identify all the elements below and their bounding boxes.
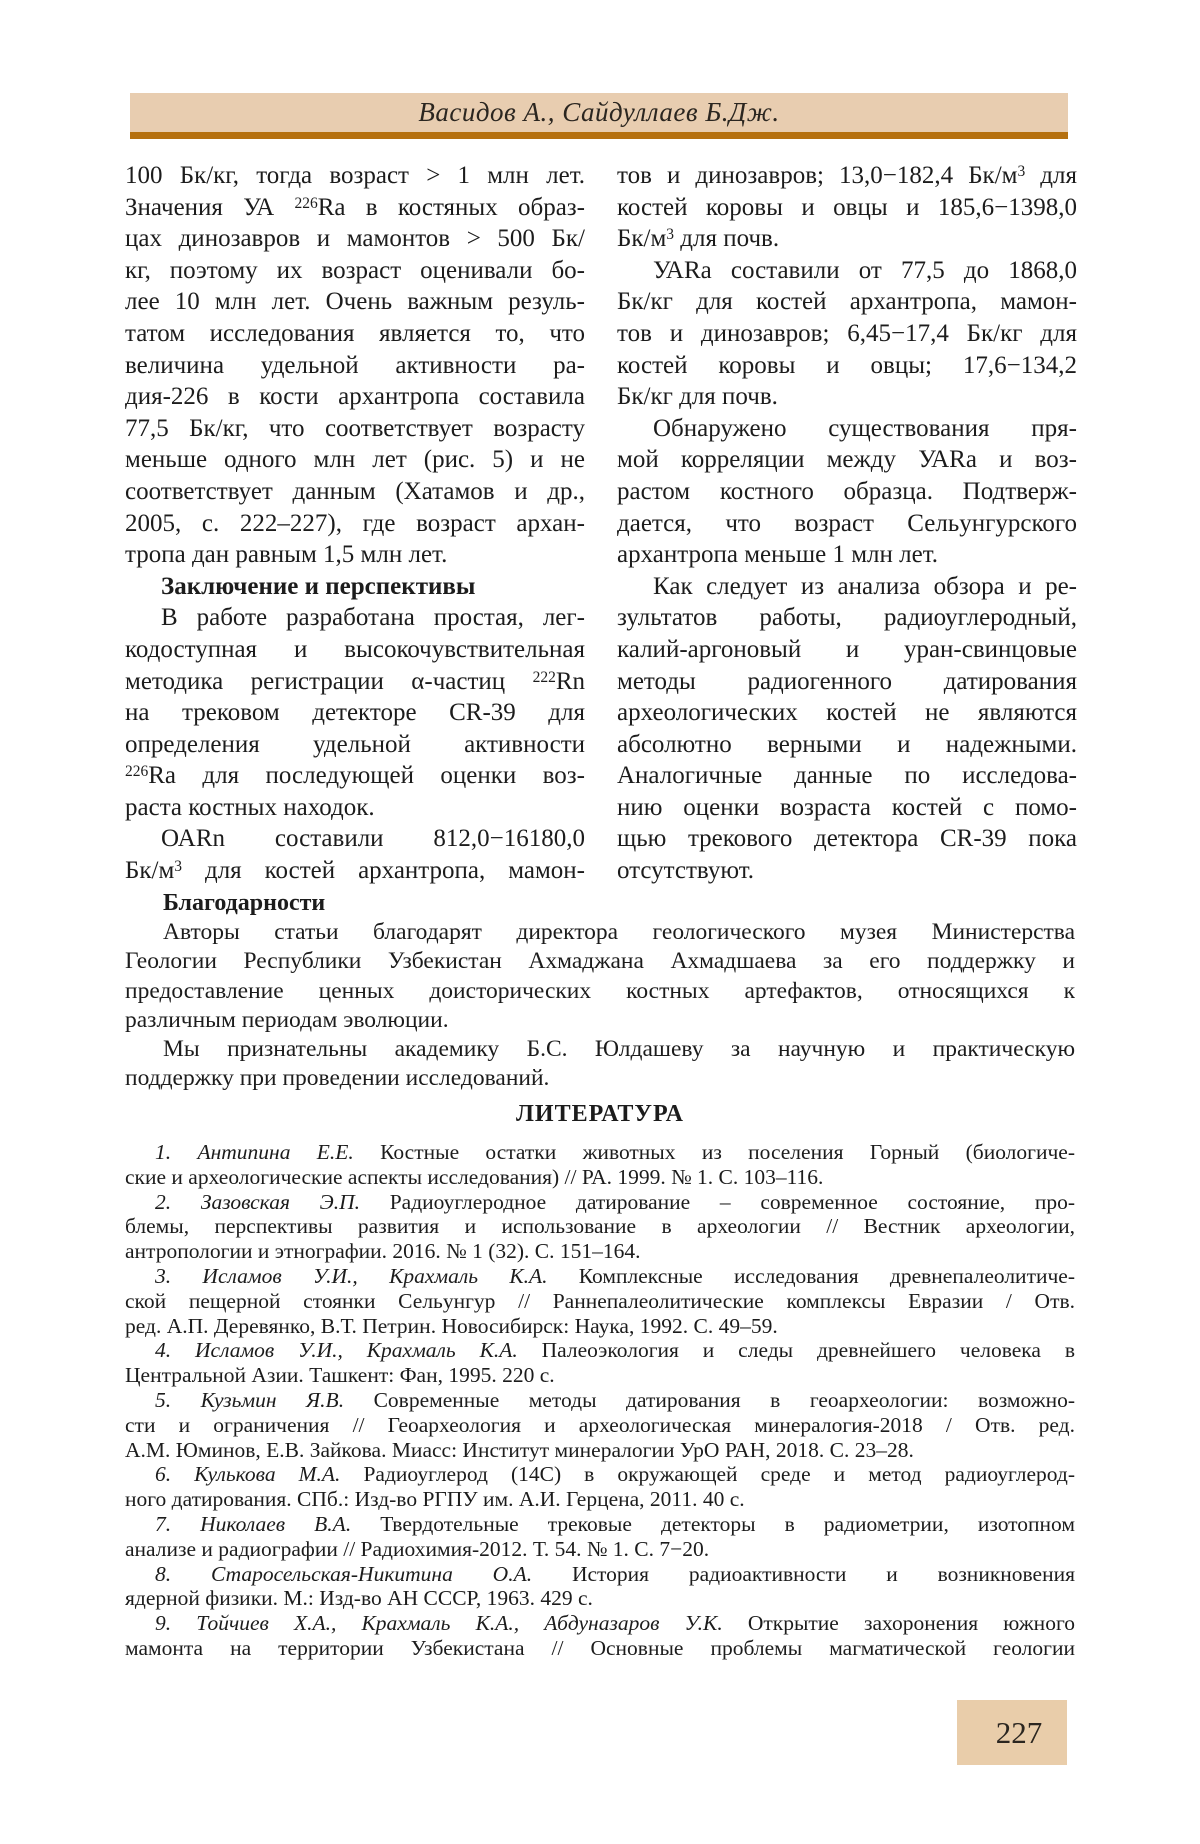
acknowledgments-section <box>125 888 1075 1094</box>
right-column <box>617 160 1077 887</box>
text-line: Бк/кг для почв. <box>617 383 778 411</box>
text-line: лее 10 млн лет. Очень важным резуль- <box>125 288 585 316</box>
acknowledgments-line: Геологии Республики Узбекистан Ахмаджана Ахмадшаева за его поддержку и <box>125 948 1075 975</box>
acknowledgments-line: Мы признательны академику Б.С. Юлдашеву за научную и практическую <box>163 1036 1075 1063</box>
text-line: $^{226}$Ra для последующей оценки воз- <box>125 762 585 790</box>
text-line: на трековом детекторе CR-39 для <box>125 699 585 727</box>
text-line: костей коровы и овцы и 185,6−1398,0 <box>617 193 1077 221</box>
text-line: архантропа меньше 1 млн лет. <box>617 541 939 569</box>
reference-line: 2. Зазовская Э.П. Радиоуглеродное датирование – современное состояние, про- <box>155 1189 1075 1214</box>
text-line: нию оценки возраста костей с помо- <box>617 793 1077 821</box>
reference-line: 7. Николаев В.А. Твердотельные трековые детекторы в радиометрии, изотопном <box>155 1511 1075 1536</box>
running-head-authors: Васидов А., Сайдуллаев Б.Дж. <box>418 97 780 127</box>
reference-line: ред. А.П. Деревянко, В.Т. Петрин. Новосибирск: Наука, 1992. С. 49–59. <box>125 1313 778 1338</box>
reference-line: 5. Кузьмин Я.В. Современные методы датирования в геоархеологии: возможно- <box>155 1387 1075 1412</box>
reference-line: анализе и радиографии // Радиохимия-2012. Т. 54. № 1. С. 7−20. <box>125 1536 710 1561</box>
text-line: методы радиогенного датирования <box>617 667 1077 695</box>
body-columns <box>125 160 1077 887</box>
text-line: кг, поэтому их возраст оценивали бо- <box>125 256 585 284</box>
text-line: абсолютно верными и надежными. <box>617 730 1077 758</box>
running-head-band <box>130 93 1068 139</box>
acknowledgments-line: Авторы статьи благодарят директора геологического музея Министерства <box>163 919 1075 945</box>
text-line: 2005, с. 222–227), где возраст архан- <box>125 509 585 537</box>
reference-line: 6. Кулькова М.А. Радиоуглерод (14С) в окружающей среде и метод радиоуглерод- <box>155 1462 1075 1487</box>
reference-line: 8. Старосельская-Никитина О.А. История радиоактивности и возникновения <box>155 1561 1075 1586</box>
text-line: тов и динозавров; 6,45−17,4 Бк/кг для <box>617 319 1077 347</box>
text-line: дается, что возраст Сельунгурского <box>617 509 1077 537</box>
text-line: В работе разработана простая, лег- <box>161 604 585 632</box>
text-line: определения удельной активности <box>125 730 585 758</box>
left-column <box>125 160 585 887</box>
reference-line: 4. Исламов У.И., Крахмаль К.А. Палеоэкология и следы древнейшего человека в <box>155 1338 1075 1363</box>
acknowledgments-line: предоставление ценных доисторических костных артефактов, относящихся к <box>125 977 1075 1004</box>
text-line: Значения УА $^{226}$Ra в костяных образ- <box>125 193 585 221</box>
reference-line: 1. Антипина Е.Е. Костные остатки животных из поселения Горный (биологиче- <box>155 1140 1075 1164</box>
reference-line: антропологии и этнографии. 2016. № 1 (32). С. 151–164. <box>125 1239 641 1264</box>
text-line: калий-аргоновый и уран-свинцовые <box>617 635 1077 663</box>
reference-line: 3. Исламов У.И., Крахмаль К.А. Комплексные исследования древнепалеолитиче- <box>155 1263 1075 1288</box>
text-line: цах динозавров и мамонтов > 500 Бк/ <box>125 225 585 253</box>
text-line: щью трекового детектора CR-39 пока <box>617 825 1077 853</box>
text-line: тропа дан равным 1,5 млн лет. <box>125 541 448 569</box>
text-line: зультатов работы, радиоуглеродный, <box>617 604 1077 632</box>
literature-heading: ЛИТЕРАТУРА <box>516 1101 684 1127</box>
text-line: мой корреляции между УАRa и воз- <box>617 446 1077 474</box>
acknowledgments-line: различным периодам эволюции. <box>125 1006 449 1033</box>
text-line: Аналогичные данные по исследова- <box>617 762 1077 790</box>
reference-line: блемы, перспективы развития и использование в археологии // Вестник археологии, <box>125 1214 1075 1239</box>
text-line: меньше одного млн лет (рис. 5) и не <box>125 446 585 474</box>
page-number: 227 <box>995 1714 1043 1750</box>
text-line: татом исследования является то, что <box>125 319 585 347</box>
references-list <box>125 1140 1075 1661</box>
reference-line: ской пещерной стоянки Сельунгур // Раннепалеолитические комплексы Евразии / Отв. <box>125 1288 1075 1313</box>
reference-line: ядерной физики. М.: Изд-во АН СССР, 1963. 429 с. <box>125 1586 593 1611</box>
text-line: Как следует из анализа обзора и ре- <box>653 572 1077 600</box>
text-line: раста костных находок. <box>125 793 375 821</box>
text-line: дия-226 в кости архантропа составила <box>125 383 585 411</box>
text-line: методика регистрации α-частиц $^{222}$Rn <box>125 667 585 695</box>
acknowledgments-text <box>125 918 1075 1094</box>
text-line: археологических костей не являются <box>617 699 1077 727</box>
text-line: отсутствуют. <box>617 857 755 885</box>
reference-line: А.М. Юминов, Е.В. Зайкова. Миасс: Институт минералогии УрО РАН, 2018. С. 23–28. <box>125 1437 914 1462</box>
reference-line: сти и ограничения // Геоархеология и археологическая минералогия-2018 / Отв. ред. <box>125 1412 1075 1437</box>
reference-line: Центральной Азии. Ташкент: Фан, 1995. 220 с. <box>125 1363 555 1388</box>
text-line: 100 Бк/кг, тогда возраст > 1 млн лет. <box>125 162 585 189</box>
text-line: Заключение и перспективы <box>161 572 476 600</box>
text-line: кодоступная и высокочувствительная <box>125 635 585 663</box>
reference-line: ного датирования. СПб.: Изд-во РГПУ им. А.И. Герцена, 2011. 40 с. <box>125 1487 745 1512</box>
text-line: соответствует данным (Хатамов и др., <box>125 477 585 505</box>
acknowledgments-line: поддержку при проведении исследований. <box>125 1065 550 1092</box>
reference-line: ские и археологические аспекты исследования) // РА. 1999. № 1. С. 103–116. <box>125 1164 824 1189</box>
text-line: величина удельной активности ра- <box>125 351 585 379</box>
text-line: костей коровы и овцы; 17,6−134,2 <box>617 351 1077 379</box>
text-line: 77,5 Бк/кг, что соответствует возрасту <box>125 414 585 442</box>
acknowledgments-heading: Благодарности <box>163 890 326 916</box>
text-line: Обнаружено существования пря- <box>653 414 1077 442</box>
text-line: $Бк/м^3$ для костей архантропа, мамон- <box>125 857 585 885</box>
text-line: ОАRn составили 812,0−16180,0 <box>161 825 585 853</box>
page-number-box <box>957 1700 1067 1765</box>
text-line: Бк/кг для костей архантропа, мамон- <box>617 288 1077 316</box>
reference-line: мамонта на территории Узбекистана // Основные проблемы магматической геологии <box>125 1635 1075 1660</box>
text-line: растом костного образца. Подтверж- <box>617 477 1077 505</box>
text-line: $Бк/м^3$ для почв. <box>617 225 780 253</box>
text-line: тов и динозавров; 13,0−182,4 $Бк/м^3$ для <box>617 162 1077 189</box>
text-line: УАRa составили от 77,5 до 1868,0 <box>653 256 1077 284</box>
reference-line: 9. Тойчиев Х.А., Крахмаль К.А., Абдуназаров У.К. Открытие захоронения южного <box>155 1611 1075 1636</box>
